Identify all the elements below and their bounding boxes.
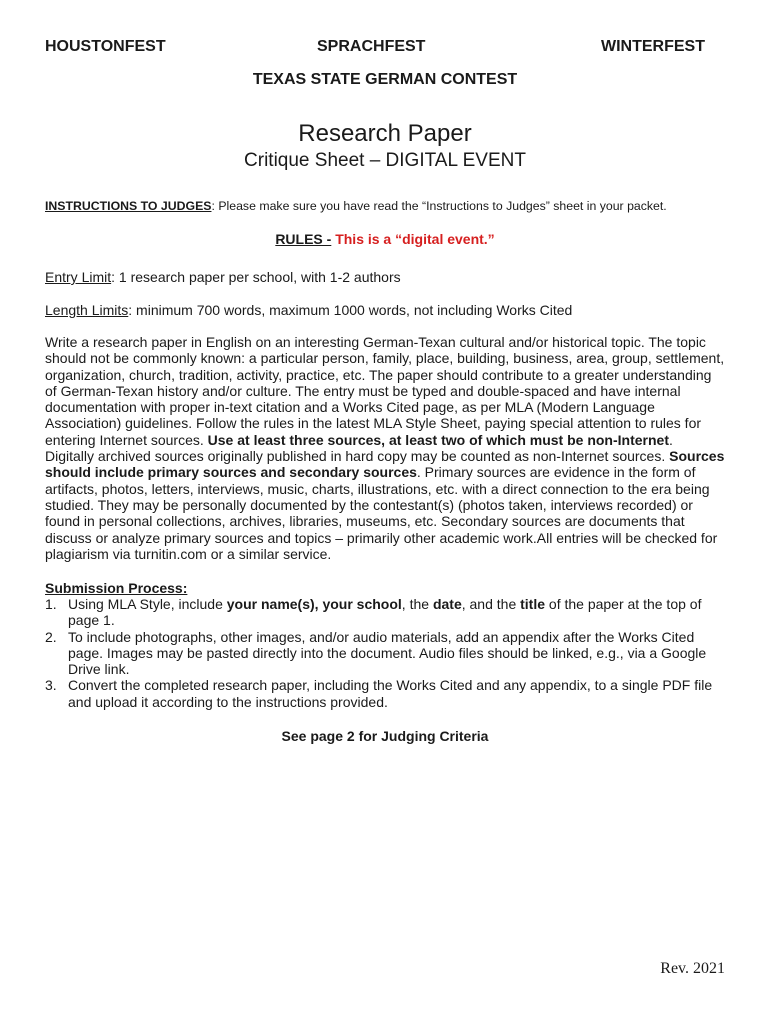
submission-step-1 [45, 596, 725, 629]
step-number: 3. [45, 677, 57, 694]
description-primary-secondary: Sources should include primary sources and secondary sources [45, 448, 725, 481]
revision-label: Rev. 2021 [660, 960, 725, 977]
step-text: Convert the completed research paper, including the Works Cited and any appendix, to a single PDF file and upload it according to the instructions provided. [68, 677, 713, 710]
step-bold-name-school: your name(s), your school [226, 596, 402, 612]
submission-step-3 [45, 677, 725, 710]
rules-digital-event: This is a “digital event.” [331, 231, 495, 247]
step-bold-date: date [432, 596, 462, 612]
instructions-label: INSTRUCTIONS TO JUDGES [45, 199, 212, 213]
header-sprachfest: SPRACHFEST [317, 38, 426, 55]
description-text-2: . Digitally archived sources originally published in hard copy may be counted as non-Internet sources. [45, 431, 673, 465]
see-page-note: See page 2 for Judging Criteria [281, 728, 489, 744]
instructions-to-judges [45, 199, 725, 213]
step-bold-title: title [520, 596, 546, 612]
header-winterfest: WINTERFEST [601, 38, 705, 55]
header-row [45, 38, 705, 58]
description-text-3: . Primary sources are evidence in the form of artifacts, photos, letters, interviews, music, charts, illustrations, etc. with a direct connection to the era being studied. They may be personally documented by the contestant(s) (photos taken, interviews recorded) or found in personal collections, archives, libraries, museums, etc. Secondary sources are documents that discuss or analyze primary sources and topics – primarily other academic work.All entries will be checked for plagiarism via turnitin.com or a similar service. [45, 464, 718, 562]
instructions-text: : Please make sure you have read the “Instructions to Judges” sheet in your packet. [211, 199, 667, 213]
page-title: Research Paper [298, 120, 472, 147]
page-subtitle: Critique Sheet – DIGITAL EVENT [244, 150, 526, 171]
step-text: , the [401, 596, 433, 612]
length-limits-text: : minimum 700 words, maximum 1000 words, not including Works Cited [128, 302, 573, 318]
rules-label: RULES - [275, 231, 332, 247]
rules-heading [0, 231, 770, 247]
step-text: , and the [461, 596, 521, 612]
entry-limit-label: Entry Limit [45, 269, 112, 285]
step-text: of the paper at the top of page 1. [68, 596, 702, 629]
submission-title: Submission Process: [45, 580, 188, 596]
description-sources-rule: Use at least three sources, at least two of which must be non-Internet [207, 431, 669, 448]
step-number: 1. [45, 596, 57, 612]
description-text-1: Write a research paper in English on an interesting German-Texan cultural and/or historical topic. The topic should not be commonly known: a particular person, family, place, building, business, area, group, settlement, organization, church, tradition, activity, practice, etc. The paper should contribute to a greater understanding of German-Texan history and/or culture. The entry must be typed and double-spaced and have internal documentation with proper in-text citation and a Works Cited page, as per MLA (Modern Language Association) guidelines. Follow the rules in the latest MLA Style Sheet, paying special attention to rules for entering Internet sources. [45, 334, 725, 448]
step-text: To include photographs, other images, and/or audio materials, add an appendix after the Works Cited page. Images may be pasted directly into the document. Audio files should be linked, e.g., via a Google Drive link. [68, 628, 707, 678]
step-text: Using MLA Style, include [68, 596, 227, 612]
submission-step-2 [45, 629, 725, 678]
entry-limit-text: : 1 research paper per school, with 1-2 authors [111, 269, 401, 285]
contest-name: TEXAS STATE GERMAN CONTEST [252, 71, 518, 88]
header-houstonfest: HOUSTONFEST [45, 38, 166, 55]
length-limits [45, 302, 725, 318]
length-limits-label: Length Limits [45, 302, 129, 318]
entry-limit [45, 269, 725, 285]
step-number: 2. [45, 628, 57, 645]
description-paragraph [45, 334, 725, 562]
submission-steps [45, 596, 725, 710]
